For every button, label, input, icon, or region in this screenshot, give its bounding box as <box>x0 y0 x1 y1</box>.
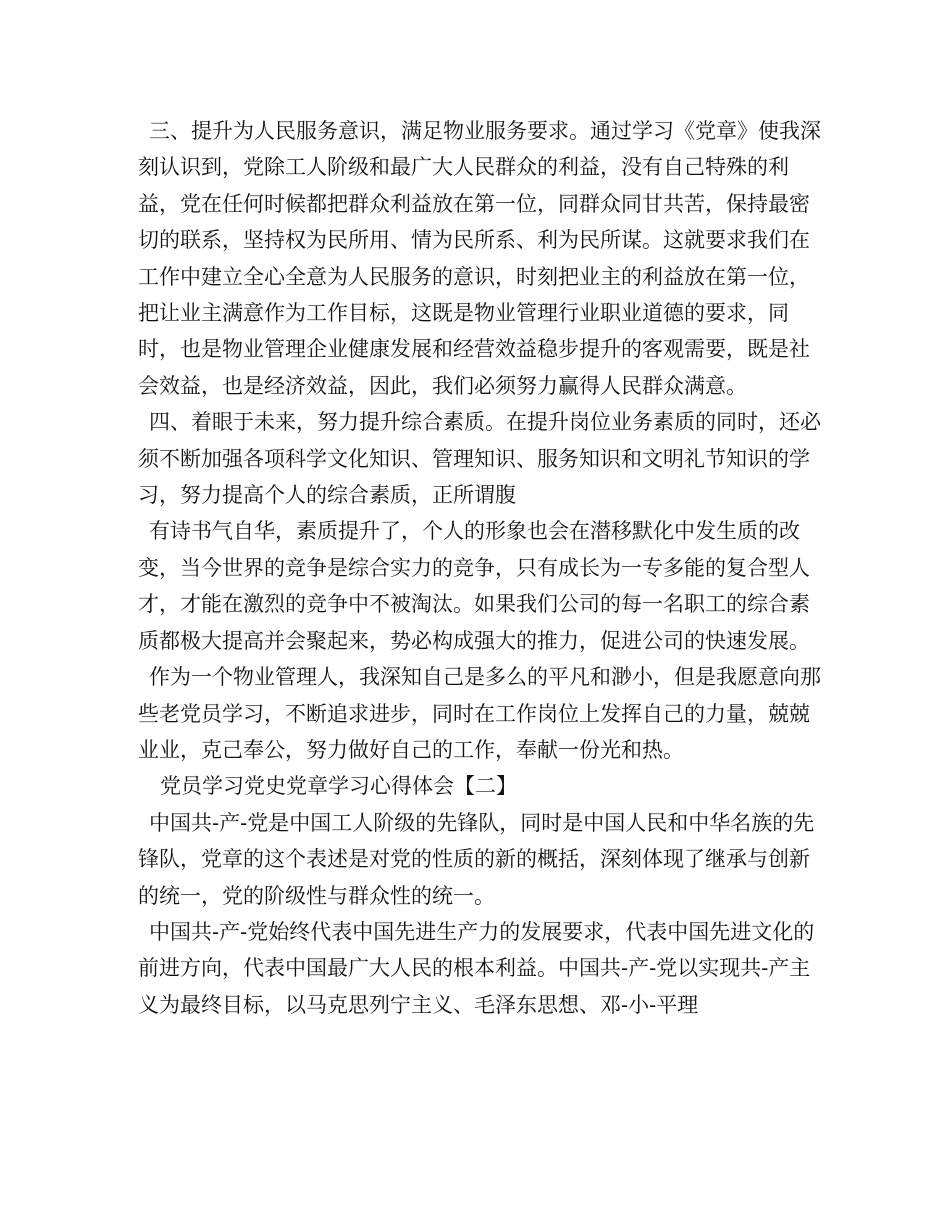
paragraph-party-nature: 中国共-产-党是中国工人阶级的先锋队，同时是中国人民和中华名族的先锋队，党章的这个表述是对党的性质的新的概括，深刻体现了继承与创新的统一，党的阶级性与群众性的统一。 <box>138 810 815 908</box>
document-body <box>138 113 828 1023</box>
paragraph-quality-improvement: 有诗书气自华，素质提升了，个人的形象也会在潜移默化中发生质的改变，当今世界的竞争是综合实力的竞争，只有成长为一专多能的复合型人才，才能在激烈的竞争中不被淘汰。如果我们公司的每一名职工的综合素质都极大提高并会聚起来，势必构成强大的推力，促进公司的快速发展。 <box>138 519 810 653</box>
paragraph-comprehensive-quality: 四、着眼于未来，努力提升综合素质。在提升岗位业务素质的同时，还必须不断加强各项科学文化知识、管理知识、服务知识和文明礼节知识的学习，努力提高个人的综合素质，正所谓腹 <box>138 410 821 508</box>
paragraph-service-awareness: 三、提升为人民服务意识，满足物业服务要求。通过学习《党章》使我深刻认识到，党除工人阶级和最广大人民群众的利益，没有自己特殊的利益，党在任何时候都把群众利益放在第一位，同群众同甘共苦，保持最密切的联系，坚持权为民所用、情为民所系、利为民所谋。这就要求我们在工作中建立全心全意为人民服务的意识，时刻把业主的利益放在第一位，把让业主满意作为工作目标，这既是物业管理行业职业道德的要求，同时，也是物业管理企业健康发展和经营效益稳步提升的客观需要，既是社会效益，也是经济效益，因此，我们必须努力赢得人民群众满意。 <box>138 119 821 398</box>
section-title: 党员学习党史党章学习心得体会【二】 <box>160 774 517 799</box>
paragraph-party-representation: 中国共-产-党始终代表中国先进生产力的发展要求，代表中国先进文化的前进方向，代表中国最广大人民的根本利益。中国共-产-党以实现共-产主义为最终目标，以马克思列宁主义、毛泽东思想、邓-小-平理 <box>138 919 815 1017</box>
paragraph-property-manager: 作为一个物业管理人，我深知自己是多么的平凡和渺小，但是我愿意向那些老党员学习，不断追求进步，同时在工作岗位上发挥自己的力量，兢兢业业，克己奉公，努力做好自己的工作，奉献一份光和热。 <box>138 665 821 762</box>
